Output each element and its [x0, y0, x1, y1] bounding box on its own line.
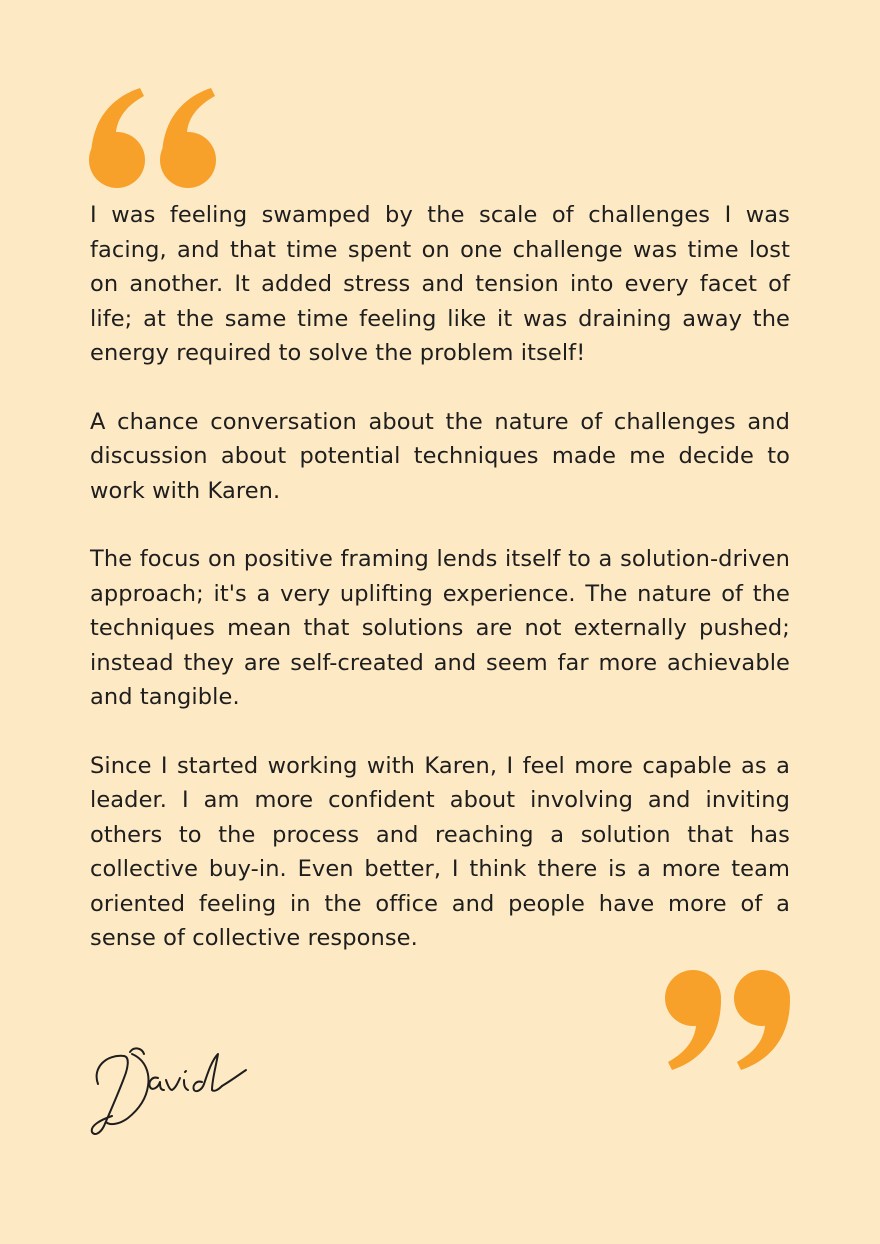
- testimonial-body: [90, 198, 790, 990]
- open-quote-icon: [88, 86, 220, 188]
- testimonial-paragraph: The focus on positive framing lends itself to a solution-driven approach; it's a very uplifting experience. The nature of the techniques mean that solutions are not externally pushed; instead they are self-created and seem far more achievable and tangible.: [90, 546, 790, 710]
- testimonial-paragraph: Since I started working with Karen, I feel more capable as a leader. I am more confident about involving and inviting others to the process and reaching a solution that has collective buy-in. Even better, I think there is a more team oriented feeling in the office and people have more of a sense of collective response.: [90, 752, 790, 951]
- signature: [84, 1038, 264, 1148]
- testimonial-paragraph: I was feeling swamped by the scale of challenges I was facing, and that time spent on one challenge was time lost on another. It added stress and tension into every facet of life; at the same time feeling like it was draining away the energy required to solve the problem itself!: [90, 202, 790, 366]
- testimonial-paragraph: A chance conversation about the nature of challenges and discussion about potential techniques made me decide to work with Karen.: [90, 408, 790, 504]
- close-quote-icon: [660, 968, 792, 1072]
